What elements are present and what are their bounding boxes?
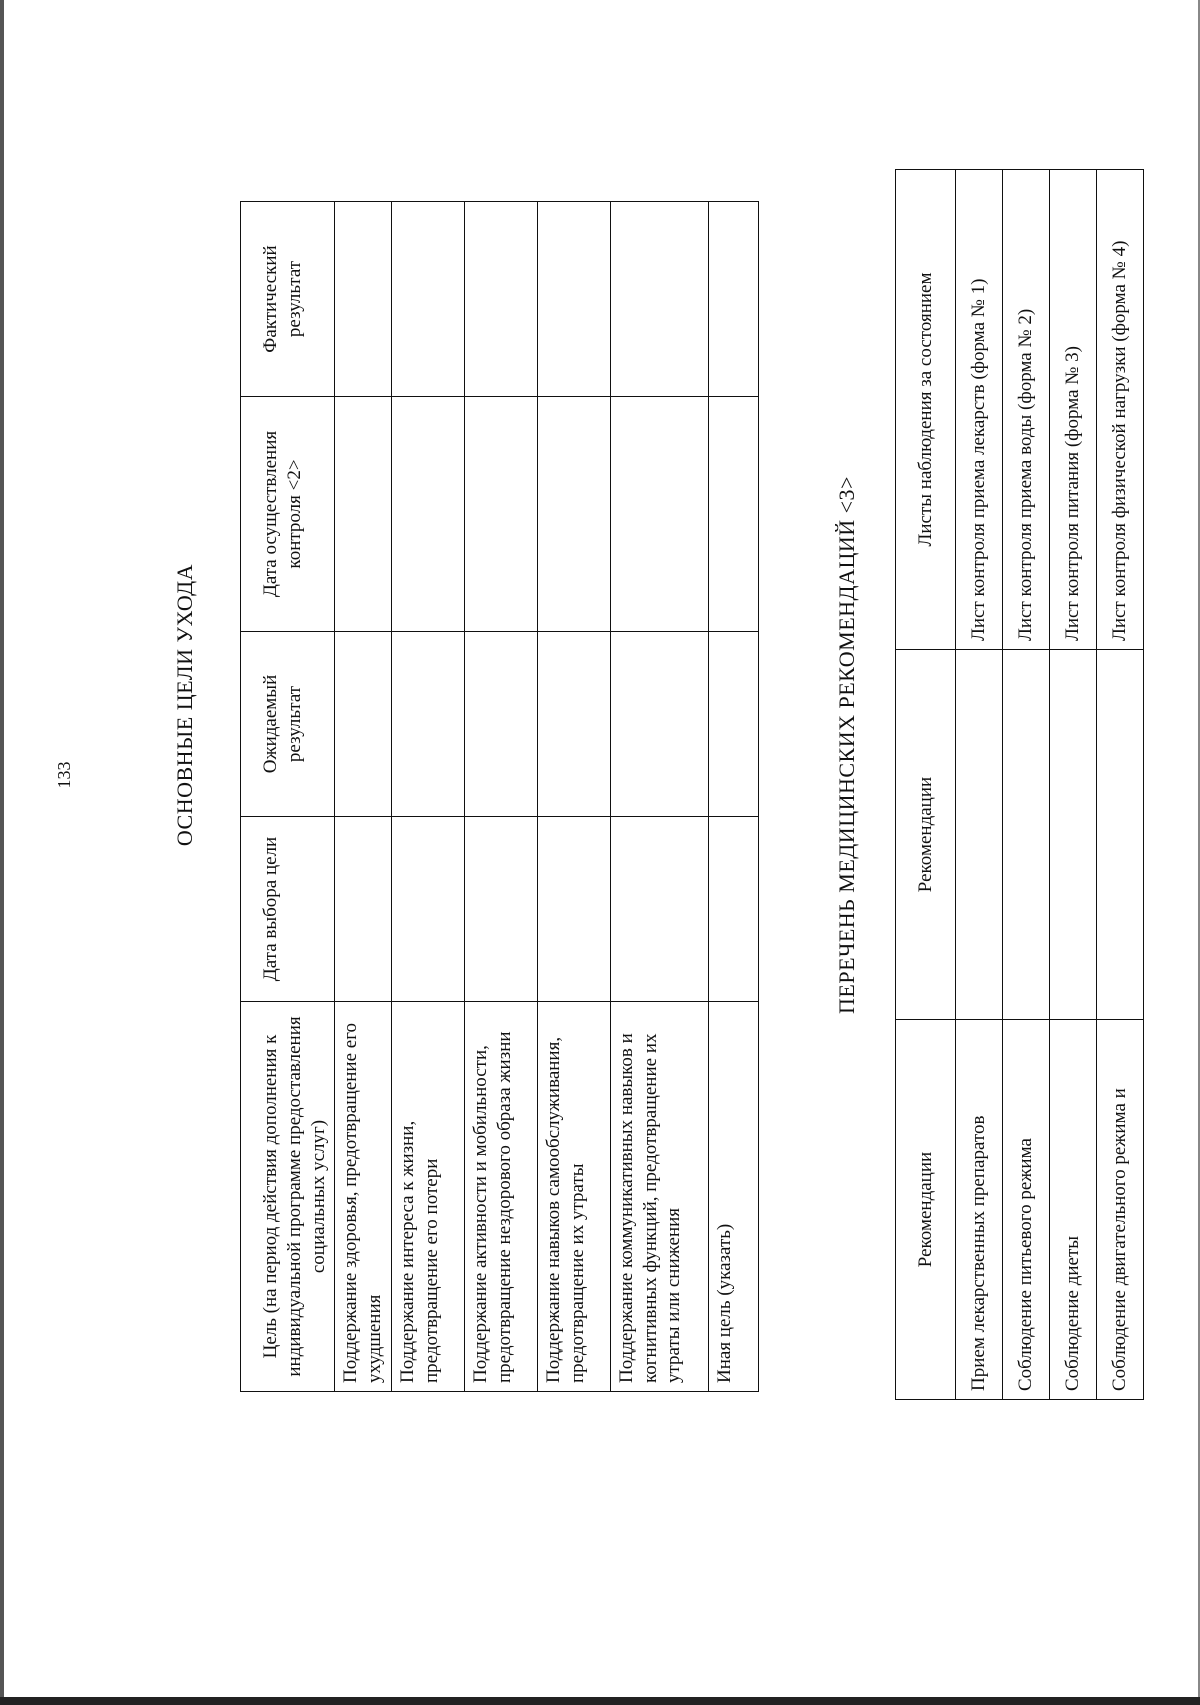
table-row (1097, 170, 1144, 1400)
empty-cell[interactable] (391, 202, 464, 397)
empty-cell[interactable] (1097, 650, 1144, 1020)
empty-cell[interactable] (956, 650, 1003, 1020)
table-row (391, 202, 464, 1392)
recommendations-title: ПЕРЕЧЕНЬ МЕДИЦИНСКИХ РЕКОМЕНДАЦИЙ <3> (834, 476, 859, 1014)
empty-cell[interactable] (708, 202, 758, 397)
table-row (708, 202, 758, 1392)
goal-cell: Поддержание навыков самообслуживания, предотвращение их утраты (537, 1002, 610, 1392)
goal-cell: Поддержание коммуникативных навыков и когнитивных функций, предотвращение их утраты или снижения (610, 1002, 708, 1392)
goal-cell: Иная цель (указать) (708, 1002, 758, 1392)
goals-table (240, 201, 759, 1392)
goals-header-row (241, 202, 335, 1392)
empty-cell[interactable] (610, 202, 708, 397)
empty-cell[interactable] (1003, 650, 1050, 1020)
table-row (464, 202, 537, 1392)
empty-cell[interactable] (391, 397, 464, 632)
empty-cell[interactable] (537, 632, 610, 817)
empty-cell[interactable] (464, 632, 537, 817)
empty-cell[interactable] (708, 397, 758, 632)
recommendation-cell: Соблюдение диеты (1050, 1020, 1097, 1400)
empty-cell[interactable] (391, 632, 464, 817)
empty-cell[interactable] (537, 202, 610, 397)
sheet-cell: Лист контроля питания (форма № 3) (1050, 170, 1097, 650)
page-number: 133 (54, 761, 74, 789)
goals-title: ОСНОВНЫЕ ЦЕЛИ УХОДА (172, 563, 197, 847)
goal-cell: Поддержание активности и мобильности, предотвращение нездорового образа жизни (464, 1002, 537, 1392)
sheet-cell: Лист контроля приема лекарств (форма № 1) (956, 170, 1003, 650)
recommendations-header-2: Рекомендации (896, 650, 956, 1020)
empty-cell[interactable] (335, 632, 392, 817)
empty-cell[interactable] (335, 397, 392, 632)
goals-header-date-chosen: Дата выбора цели (241, 817, 335, 1002)
empty-cell[interactable] (610, 632, 708, 817)
empty-cell[interactable] (335, 202, 392, 397)
empty-cell[interactable] (1050, 650, 1097, 1020)
recommendation-cell: Соблюдение двигательного режима и (1097, 1020, 1144, 1400)
empty-cell[interactable] (537, 397, 610, 632)
table-row (537, 202, 610, 1392)
empty-cell[interactable] (391, 817, 464, 1002)
goals-header-goal: Цель (на период действия дополнения к индивидуальной программе предоставления социальных услуг) (241, 1002, 335, 1392)
empty-cell[interactable] (610, 817, 708, 1002)
empty-cell[interactable] (537, 817, 610, 1002)
empty-cell[interactable] (610, 397, 708, 632)
goals-header-control-date: Дата осуществления контроля <2> (241, 397, 335, 632)
empty-cell[interactable] (464, 817, 537, 1002)
table-row (335, 202, 392, 1392)
goal-cell: Поддержание интереса к жизни, предотвращение его потери (391, 1002, 464, 1392)
recommendations-table (895, 169, 1144, 1400)
recommendations-header-sheets: Листы наблюдения за состоянием (896, 170, 956, 650)
empty-cell[interactable] (464, 202, 537, 397)
goal-cell: Поддержание здоровья, предотвращение его ухудшения (335, 1002, 392, 1392)
table-row (1050, 170, 1097, 1400)
empty-cell[interactable] (335, 817, 392, 1002)
recommendations-header-row (896, 170, 956, 1400)
sheet-cell: Лист контроля приема воды (форма № 2) (1003, 170, 1050, 650)
goals-header-actual-result: Фактический результат (241, 202, 335, 397)
empty-cell[interactable] (708, 632, 758, 817)
table-row (1003, 170, 1050, 1400)
goals-header-expected-result: Ожидаемый результат (241, 632, 335, 817)
empty-cell[interactable] (464, 397, 537, 632)
recommendations-header-1: Рекомендации (896, 1020, 956, 1400)
table-row (610, 202, 708, 1392)
recommendation-cell: Прием лекарственных препаратов (956, 1020, 1003, 1400)
table-row (956, 170, 1003, 1400)
empty-cell[interactable] (708, 817, 758, 1002)
recommendation-cell: Соблюдение питьевого режима (1003, 1020, 1050, 1400)
sheet-cell: Лист контроля физической нагрузки (форма № 4) (1097, 170, 1144, 650)
